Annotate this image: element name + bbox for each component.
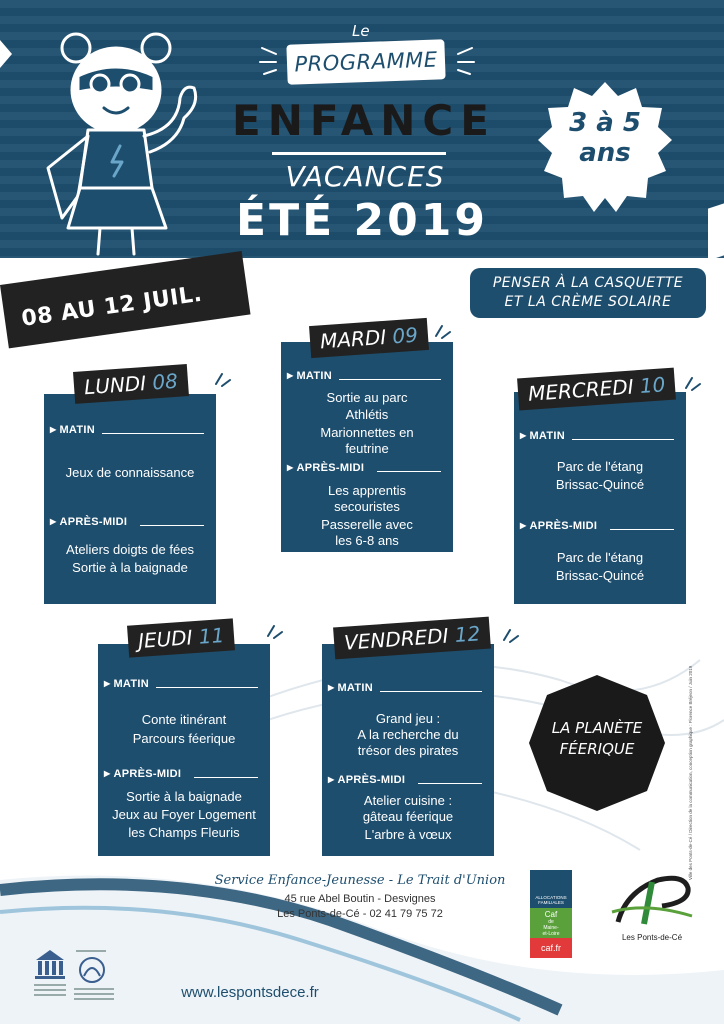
- caf-region2: Maine-: [543, 925, 559, 931]
- burst-right-decoration: [446, 40, 476, 80]
- city-phone-line: Les Ponts-de-Cé - 02 41 79 75 72: [277, 908, 443, 920]
- vendredi-apm-activity: gâteau féerique: [362, 809, 454, 824]
- caf-logo-middle: [530, 908, 572, 938]
- jeudi-matin-activity: Parcours féerique: [132, 731, 236, 746]
- age-text: [538, 108, 672, 168]
- mercredi-matin-activity: Parc de l'étang: [556, 459, 644, 474]
- val-de-loire-logo: [72, 946, 120, 1006]
- superhero-girl-illustration: [28, 18, 228, 258]
- mardi-matin-activity: Athlétis: [345, 407, 389, 422]
- jeudi-apm-activity: les Champs Fleuris: [128, 825, 240, 840]
- theme-text: [527, 718, 667, 760]
- caf-web: caf.fr: [530, 938, 572, 958]
- dash-decoration: [500, 624, 520, 644]
- apres-midi-label: ▶ APRÈS-MIDI: [287, 462, 364, 474]
- day-name: MERCREDI: [527, 374, 635, 406]
- address-line: 45 rue Abel Boutin - Desvignes: [284, 893, 436, 905]
- matin-label: ▶ MATIN: [328, 682, 373, 694]
- day-number: 09: [391, 322, 419, 349]
- day-name: JEUDI: [137, 625, 194, 653]
- mardi-apm-activity: les 6-8 ans: [335, 533, 399, 548]
- reminder-line2: ET LA CRÈME SOLAIRE: [504, 294, 672, 310]
- vendredi-apm-activity: Atelier cuisine :: [363, 793, 453, 808]
- caf-name: Caf: [544, 910, 558, 919]
- mardi-apm-activity: secouristes: [334, 499, 400, 514]
- ponts-de-ce-logo-text: Les Ponts-de-Cé: [621, 933, 683, 942]
- day-number: 11: [197, 623, 226, 649]
- lundi-matin-activity: Jeux de connaissance: [65, 465, 195, 480]
- mardi-matin-activity: Marionnettes en: [320, 425, 414, 440]
- vendredi-matin-activity: Grand jeu :: [375, 711, 441, 726]
- left-notch: [0, 40, 12, 68]
- day-number: 10: [639, 372, 667, 398]
- card-vendredi: [322, 644, 494, 856]
- matin-label: ▶ MATIN: [287, 370, 332, 382]
- right-tab-decoration: [708, 201, 724, 260]
- dash-decoration: [264, 620, 284, 640]
- apres-midi-line: [194, 777, 258, 778]
- apres-midi-label: ▶ APRÈS-MIDI: [104, 768, 181, 780]
- theme-line1: LA PLANÈTE: [551, 719, 643, 737]
- dash-decoration: [682, 372, 702, 392]
- matin-line: [380, 691, 482, 692]
- apres-midi-line: [377, 471, 441, 472]
- card-mardi: [281, 342, 453, 552]
- jeudi-apm-activity: Sortie à la baignade: [126, 789, 242, 804]
- vendredi-matin-activity: trésor des pirates: [357, 743, 459, 758]
- card-jeudi: [98, 644, 270, 856]
- age-line2: ans: [579, 138, 631, 168]
- mercredi-apm-activity: Brissac-Quincé: [555, 568, 645, 583]
- header-divider: [272, 152, 446, 155]
- ponts-de-ce-logo-mark: [606, 872, 698, 928]
- matin-label: ▶ MATIN: [520, 430, 565, 442]
- mercredi-apm-activity: Parc de l'étang: [556, 550, 644, 565]
- lundi-apm-activity: Sortie à la baignade: [72, 560, 188, 575]
- unesco-logo: [30, 946, 70, 1006]
- day-name: LUNDI: [83, 370, 147, 400]
- day-number: 08: [151, 368, 179, 395]
- caf-logo-top: [530, 870, 572, 908]
- matin-line: [572, 439, 674, 440]
- ponts-de-ce-logo: [606, 872, 698, 942]
- day-name: VENDREDI: [343, 623, 450, 655]
- day-number: 12: [453, 621, 481, 647]
- website-link[interactable]: www.lespontsdece.fr: [181, 984, 319, 1001]
- dash-decoration: [432, 320, 452, 340]
- matin-line: [156, 687, 258, 688]
- apres-midi-line: [418, 783, 482, 784]
- matin-label: ▶ MATIN: [50, 424, 95, 436]
- matin-line: [339, 379, 441, 380]
- service-name: Service Enfance-Jeunesse - Le Trait d'Union: [214, 873, 506, 888]
- date-range: 08 AU 12 JUIL.: [20, 281, 204, 332]
- header-band: [0, 0, 724, 258]
- mercredi-matin-activity: Brissac-Quincé: [555, 477, 645, 492]
- caf-logo: [530, 870, 572, 960]
- apres-midi-line: [140, 525, 204, 526]
- apres-midi-label: ▶ APRÈS-MIDI: [328, 774, 405, 786]
- vendredi-apm-activity: L'arbre à vœux: [364, 827, 452, 842]
- theme-line2: FÉERIQUE: [559, 740, 635, 758]
- jeudi-apm-activity: Jeux au Foyer Logement: [112, 807, 256, 822]
- vendredi-matin-activity: A la recherche du: [357, 727, 459, 742]
- matin-line: [102, 433, 204, 434]
- header-le: Le: [352, 22, 370, 40]
- age-line1: 3 à 5: [569, 108, 641, 138]
- apres-midi-label: ▶ APRÈS-MIDI: [520, 520, 597, 532]
- day-name: MARDI: [319, 324, 387, 354]
- dash-decoration: [212, 368, 232, 388]
- mardi-matin-activity: Sortie au parc: [326, 390, 408, 405]
- lundi-apm-activity: Ateliers doigts de fées: [66, 542, 194, 557]
- caf-region3: et-Loire: [542, 931, 560, 937]
- caf-line1: ALLOCATIONS: [535, 895, 567, 900]
- header-enfance: ENFANCE: [232, 96, 496, 145]
- mardi-matin-activity: feutrine: [345, 441, 389, 456]
- mardi-apm-activity: Passerelle avec: [321, 517, 413, 532]
- caf-line2: FAMILIALES: [538, 900, 564, 905]
- caf-region1: de: [548, 919, 554, 925]
- jeudi-matin-activity: Conte itinérant: [141, 712, 227, 727]
- burst-left-decoration: [258, 40, 288, 80]
- header-programme: PROGRAMME: [286, 39, 445, 84]
- reminder-box: [470, 268, 706, 318]
- reminder-line1: PENSER À LA CASQUETTE: [492, 275, 684, 291]
- card-mercredi: [514, 392, 686, 604]
- matin-label: ▶ MATIN: [104, 678, 149, 690]
- header-ete-2019: ÉTÉ 2019: [236, 195, 488, 246]
- credit-vertical: Ville des Ponts-de-Cé / Direction de la communication, conception graphique : Florence Bréjeon / Juin 2019: [688, 665, 693, 880]
- service-address: [200, 892, 520, 922]
- mardi-apm-activity: Les apprentis: [327, 483, 407, 498]
- apres-midi-line: [610, 529, 674, 530]
- card-lundi: [44, 394, 216, 604]
- apres-midi-label: ▶ APRÈS-MIDI: [50, 516, 127, 528]
- header-vacances: VACANCES: [285, 160, 445, 193]
